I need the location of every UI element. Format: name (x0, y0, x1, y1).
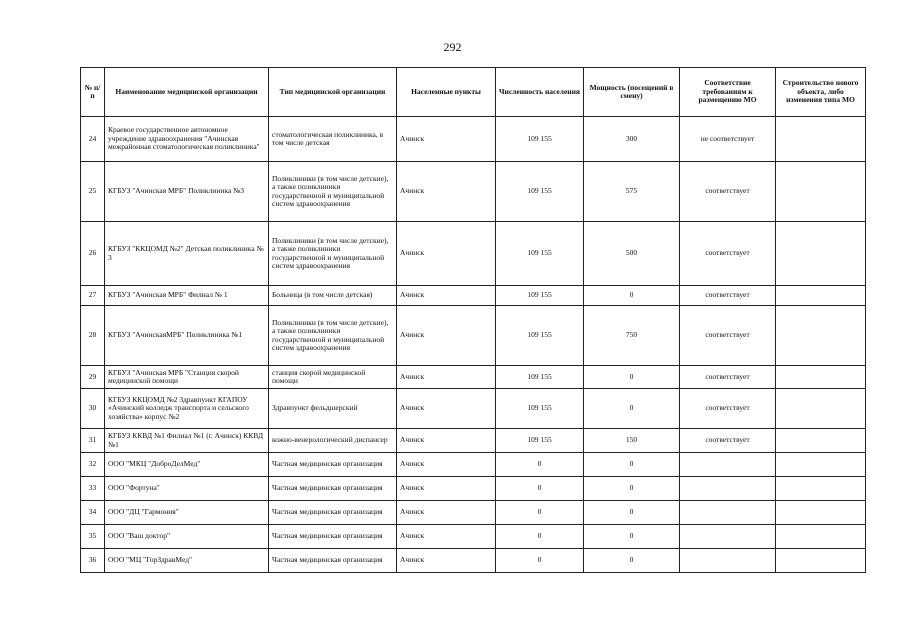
cell-type: Больница (в том числе детская) (269, 286, 397, 306)
cell-settlement: Ачинск (397, 222, 496, 286)
cell-population: 109 155 (496, 117, 584, 162)
cell-capacity: 0 (584, 389, 680, 429)
cell-settlement: Ачинск (397, 525, 496, 549)
table-row (81, 306, 866, 366)
header-type: Тип медицинской организации (269, 68, 397, 117)
cell-capacity: 150 (584, 429, 680, 453)
header-population: Численность населения (496, 68, 584, 117)
cell-population: 0 (496, 549, 584, 573)
cell-number: 28 (81, 306, 105, 366)
cell-population: 109 155 (496, 222, 584, 286)
cell-construction (776, 501, 866, 525)
cell-settlement: Ачинск (397, 306, 496, 366)
cell-population: 109 155 (496, 286, 584, 306)
cell-name: КГБУЗ "Ачинская МРБ" Филиал № 1 (105, 286, 269, 306)
cell-type: станция скорой медицинской помощи (269, 366, 397, 389)
cell-construction (776, 525, 866, 549)
cell-number: 24 (81, 117, 105, 162)
cell-type: Поликлиники (в том числе детские), а также поликлиники государственной и муниципальной систем здравоохранения (269, 162, 397, 222)
cell-capacity: 0 (584, 286, 680, 306)
cell-number: 35 (81, 525, 105, 549)
header-construction: Строительство нового объекта, либо изменения типа МО (776, 68, 866, 117)
cell-capacity: 0 (584, 453, 680, 477)
cell-population: 0 (496, 453, 584, 477)
header-number: № п/п (81, 68, 105, 117)
cell-number: 25 (81, 162, 105, 222)
cell-compliance: соответствует (680, 222, 776, 286)
cell-settlement: Ачинск (397, 117, 496, 162)
cell-capacity: 0 (584, 501, 680, 525)
table-row (81, 429, 866, 453)
cell-type: Частная медицинская организация (269, 477, 397, 501)
cell-population: 0 (496, 525, 584, 549)
cell-number: 30 (81, 389, 105, 429)
table-row (81, 389, 866, 429)
table-header-row (81, 68, 866, 117)
cell-construction (776, 429, 866, 453)
cell-name: КГБУЗ "Ачинская МРБ" Поликлиника №3 (105, 162, 269, 222)
cell-settlement: Ачинск (397, 162, 496, 222)
header-settlements: Населенные пункты (397, 68, 496, 117)
cell-number: 32 (81, 453, 105, 477)
cell-name: ООО "Ваш доктор" (105, 525, 269, 549)
cell-capacity: 0 (584, 366, 680, 389)
cell-settlement: Ачинск (397, 453, 496, 477)
table-row (81, 525, 866, 549)
cell-compliance: соответствует (680, 306, 776, 366)
table-row (81, 366, 866, 389)
cell-construction (776, 453, 866, 477)
cell-construction (776, 162, 866, 222)
cell-compliance: соответствует (680, 162, 776, 222)
cell-number: 29 (81, 366, 105, 389)
cell-number: 31 (81, 429, 105, 453)
cell-capacity: 500 (584, 222, 680, 286)
cell-compliance (680, 549, 776, 573)
header-compliance: Соответствие требованиям к размещению МО (680, 68, 776, 117)
cell-construction (776, 306, 866, 366)
cell-number: 26 (81, 222, 105, 286)
cell-capacity: 0 (584, 525, 680, 549)
table-row (81, 117, 866, 162)
cell-compliance (680, 453, 776, 477)
cell-name: ООО "МЦ "ГорЗдравМед" (105, 549, 269, 573)
cell-name: КГБУЗ ККЦОМД №2 Здравпункт КГАПОУ «Ачинский колледж транспорта и сельского хозяйства» корпус №2 (105, 389, 269, 429)
cell-population: 0 (496, 501, 584, 525)
cell-type: стоматологическая поликлиника, в том числе детская (269, 117, 397, 162)
cell-number: 33 (81, 477, 105, 501)
header-capacity: Мощность (посещений в смену) (584, 68, 680, 117)
table-row (81, 222, 866, 286)
table-row (81, 477, 866, 501)
cell-capacity: 750 (584, 306, 680, 366)
cell-settlement: Ачинск (397, 366, 496, 389)
cell-name: Краевое государственное автономное учреждение здравоохранения "Ачинская межрайонная стоматологическая поликлиника" (105, 117, 269, 162)
cell-settlement: Ачинск (397, 286, 496, 306)
cell-capacity: 300 (584, 117, 680, 162)
cell-compliance: не соответствует (680, 117, 776, 162)
cell-compliance (680, 477, 776, 501)
cell-population: 0 (496, 477, 584, 501)
cell-name: КГБУЗ "АчинскаяМРБ" Поликлиника №1 (105, 306, 269, 366)
cell-type: Частная медицинская организация (269, 525, 397, 549)
cell-construction (776, 389, 866, 429)
cell-compliance: соответствует (680, 366, 776, 389)
cell-type: Здравпункт фельдшерский (269, 389, 397, 429)
cell-construction (776, 222, 866, 286)
cell-type: Поликлиники (в том числе детские), а также поликлиники государственной и муниципальной систем здравоохранения (269, 222, 397, 286)
cell-construction (776, 477, 866, 501)
cell-settlement: Ачинск (397, 501, 496, 525)
cell-number: 36 (81, 549, 105, 573)
cell-name: КГБУЗ ККВД №1 Филиал №1 (г. Ачинск) ККВД №1 (105, 429, 269, 453)
cell-compliance (680, 525, 776, 549)
table-row (81, 501, 866, 525)
cell-compliance: соответствует (680, 429, 776, 453)
cell-construction (776, 117, 866, 162)
table-row (81, 549, 866, 573)
cell-compliance: соответствует (680, 286, 776, 306)
cell-capacity: 0 (584, 549, 680, 573)
cell-population: 109 155 (496, 429, 584, 453)
cell-name: КГБУЗ "Ачинская МРБ "Станция скорой медицинской помощи (105, 366, 269, 389)
cell-population: 109 155 (496, 306, 584, 366)
table-row (81, 162, 866, 222)
cell-compliance (680, 501, 776, 525)
cell-population: 109 155 (496, 366, 584, 389)
cell-type: Частная медицинская организация (269, 549, 397, 573)
cell-name: КГБУЗ "ККЦОМД №2" Детская поликлиника № 3 (105, 222, 269, 286)
cell-construction (776, 549, 866, 573)
cell-population: 109 155 (496, 389, 584, 429)
table-row (81, 286, 866, 306)
cell-type: кожно-венерологический диспансер (269, 429, 397, 453)
cell-settlement: Ачинск (397, 477, 496, 501)
cell-population: 109 155 (496, 162, 584, 222)
cell-construction (776, 286, 866, 306)
cell-number: 27 (81, 286, 105, 306)
cell-settlement: Ачинск (397, 549, 496, 573)
cell-construction (776, 366, 866, 389)
cell-name: ООО "МКЦ "ДоброДелМед" (105, 453, 269, 477)
cell-name: ООО "ДЦ "Гармония" (105, 501, 269, 525)
table-row (81, 453, 866, 477)
page-number: 292 (443, 40, 462, 54)
cell-name: ООО "Фортуна" (105, 477, 269, 501)
cell-type: Поликлиники (в том числе детские), а также поликлиники государственной и муниципальной систем здравоохранения (269, 306, 397, 366)
cell-settlement: Ачинск (397, 389, 496, 429)
cell-type: Частная медицинская организация (269, 453, 397, 477)
cell-capacity: 575 (584, 162, 680, 222)
cell-compliance: соответствует (680, 389, 776, 429)
header-name: Наименование медицинской организации (105, 68, 269, 117)
cell-settlement: Ачинск (397, 429, 496, 453)
cell-type: Частная медицинская организация (269, 501, 397, 525)
medical-organizations-table (80, 67, 866, 573)
cell-number: 34 (81, 501, 105, 525)
cell-capacity: 0 (584, 477, 680, 501)
